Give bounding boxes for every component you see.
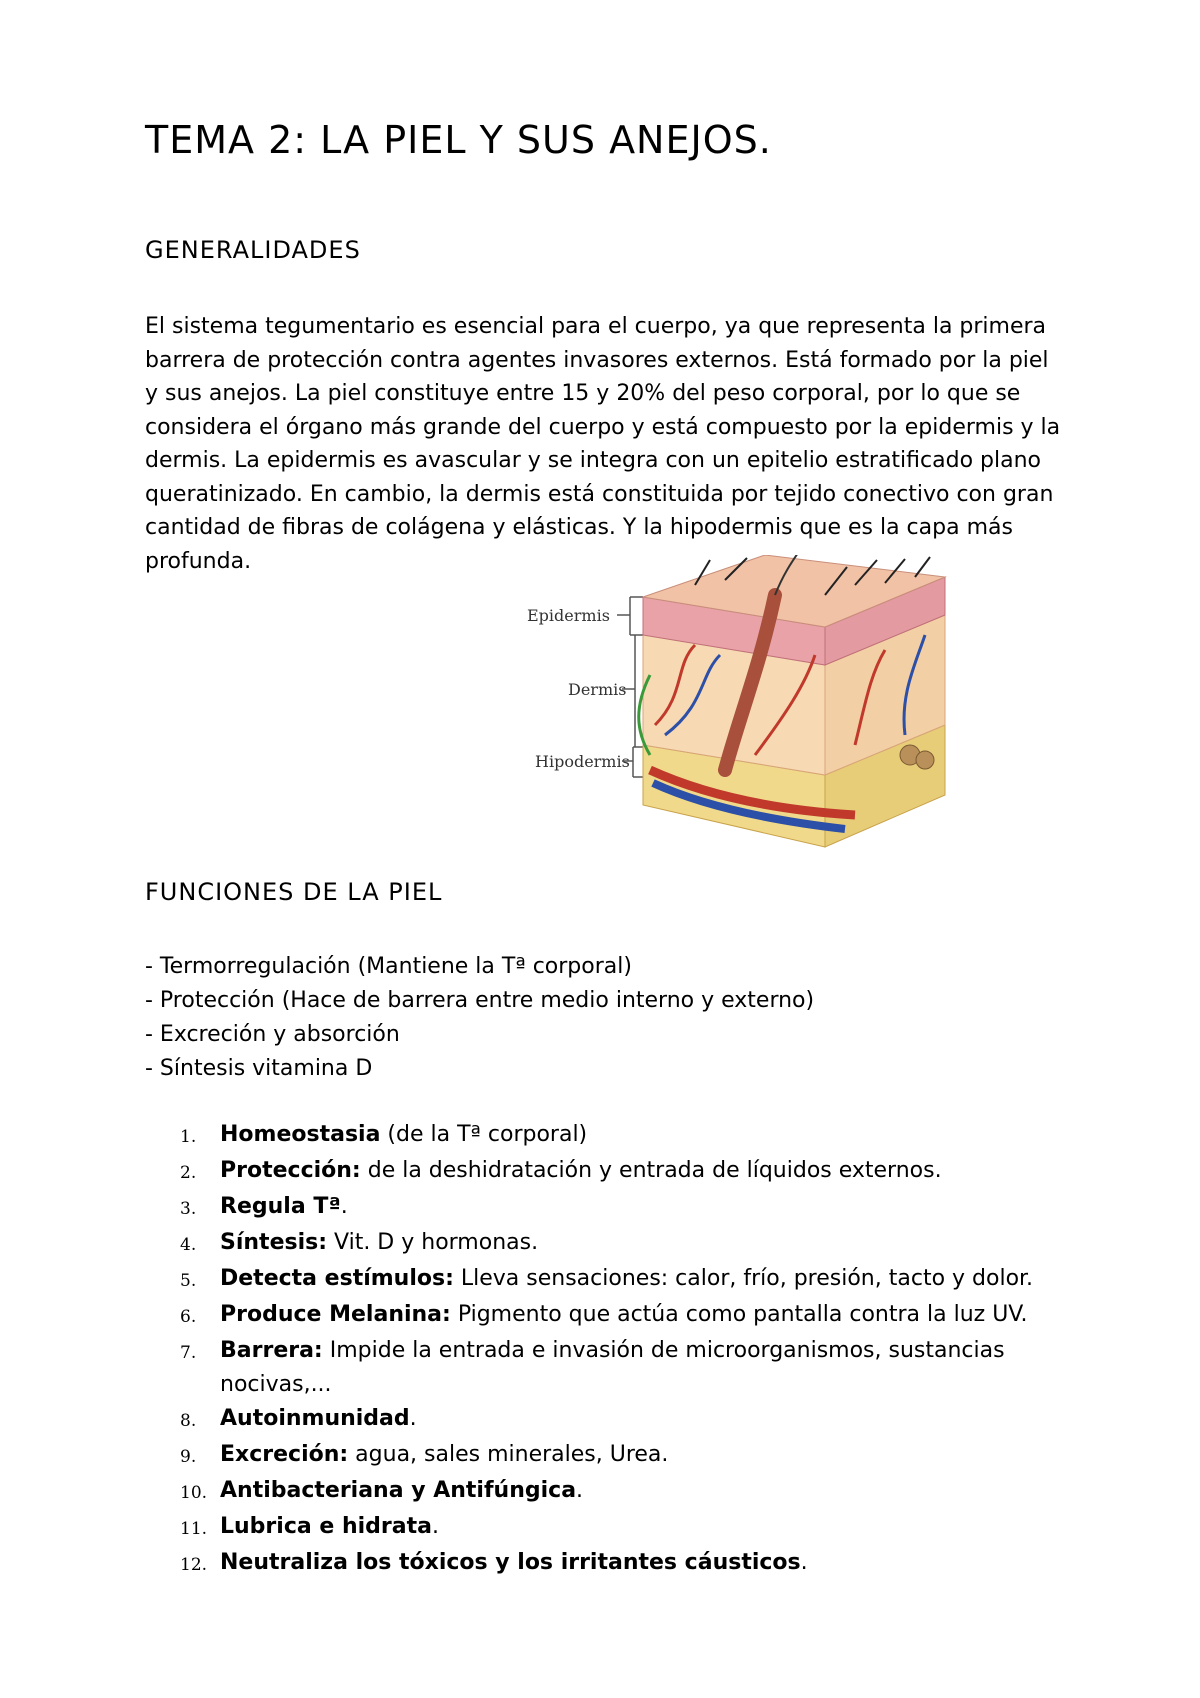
item-text: Vit. D y hormonas. bbox=[327, 1230, 539, 1255]
list-item bbox=[180, 1226, 1040, 1262]
list-item: - Síntesis vitamina D bbox=[145, 1056, 373, 1081]
item-term: Produce Melanina: bbox=[220, 1302, 451, 1327]
item-text: (de la Tª corporal) bbox=[380, 1122, 588, 1147]
item-term: Autoinmunidad bbox=[220, 1406, 410, 1431]
label-dermis: Dermis bbox=[568, 680, 627, 699]
list-item bbox=[180, 1190, 1040, 1226]
list-item bbox=[180, 1402, 1040, 1438]
label-hipodermis: Hipodermis bbox=[535, 752, 630, 771]
functions-dash-list bbox=[145, 950, 814, 1086]
list-item: - Termorregulación (Mantiene la Tª corporal) bbox=[145, 954, 632, 979]
item-text: Impide la entrada e invasión de microorganismos, sustancias nocivas,... bbox=[220, 1338, 1005, 1397]
item-term: Detecta estímulos: bbox=[220, 1266, 454, 1291]
item-text: . bbox=[340, 1194, 348, 1219]
item-number: 7. bbox=[180, 1343, 197, 1363]
item-term: Homeostasia bbox=[220, 1122, 381, 1147]
list-item: - Excreción y absorción bbox=[145, 1022, 400, 1047]
functions-numbered-list bbox=[180, 1118, 1040, 1582]
item-term: Neutraliza los tóxicos y los irritantes cáusticos bbox=[220, 1550, 801, 1575]
item-number: 3. bbox=[180, 1199, 197, 1219]
list-item bbox=[180, 1334, 1040, 1402]
item-text: Lleva sensaciones: calor, frío, presión, tacto y dolor. bbox=[453, 1266, 1034, 1291]
item-text: Pigmento que actúa como pantalla contra la luz UV. bbox=[450, 1302, 1028, 1327]
list-item bbox=[180, 1154, 1040, 1190]
item-number: 2. bbox=[180, 1163, 197, 1183]
item-term: Lubrica e hidrata bbox=[220, 1514, 432, 1539]
item-text: . bbox=[800, 1550, 808, 1575]
item-number: 11. bbox=[180, 1519, 208, 1539]
item-text: de la deshidratación y entrada de líquidos externos. bbox=[360, 1158, 942, 1183]
item-term: Protección: bbox=[220, 1158, 361, 1183]
item-number: 10. bbox=[180, 1483, 208, 1503]
item-number: 8. bbox=[180, 1411, 197, 1431]
item-term: Regula Tª bbox=[220, 1194, 341, 1219]
item-text: agua, sales minerales, Urea. bbox=[348, 1442, 669, 1467]
skin-cross-section-illustration bbox=[525, 555, 1045, 875]
skin-diagram bbox=[525, 555, 1045, 875]
item-number: 4. bbox=[180, 1235, 197, 1255]
item-term: Antibacteriana y Antifúngica bbox=[220, 1478, 577, 1503]
section-heading-funciones: FUNCIONES DE LA PIEL bbox=[145, 878, 443, 906]
item-number: 1. bbox=[180, 1127, 197, 1147]
item-text: . bbox=[431, 1514, 439, 1539]
item-term: Barrera: bbox=[220, 1338, 323, 1363]
item-term: Síntesis: bbox=[220, 1230, 328, 1255]
item-text: . bbox=[409, 1406, 417, 1431]
label-epidermis: Epidermis bbox=[527, 606, 610, 625]
list-item bbox=[180, 1546, 1040, 1582]
item-number: 6. bbox=[180, 1307, 197, 1327]
list-item bbox=[180, 1510, 1040, 1546]
item-number: 12. bbox=[180, 1555, 208, 1575]
item-text: . bbox=[576, 1478, 584, 1503]
item-number: 5. bbox=[180, 1271, 197, 1291]
section-heading-generalidades: GENERALIDADES bbox=[145, 236, 361, 264]
list-item bbox=[180, 1262, 1040, 1298]
item-number: 9. bbox=[180, 1447, 197, 1467]
item-term: Excreción: bbox=[220, 1442, 349, 1467]
list-item bbox=[180, 1298, 1040, 1334]
intro-paragraph: El sistema tegumentario es esencial para el cuerpo, ya que representa la primera barrera de protección contra agentes invasores externos. Está formado por la piel y sus anejos. La piel constituye entre 15 y 20% del peso corporal, por lo que se considera el órgano más grande del cuerpo y está compuesto por la epidermis y la dermis. La epidermis es avascular y se integra con un epitelio estratificado plano queratinizado. En cambio, la dermis está constituida por tejido conectivo con gran cantidad de fibras de colágena y elásticas. Y la hipodermis que es la capa más profunda. bbox=[145, 314, 1061, 574]
list-item bbox=[180, 1474, 1040, 1510]
list-item bbox=[180, 1438, 1040, 1474]
list-item: - Protección (Hace de barrera entre medio interno y externo) bbox=[145, 988, 815, 1013]
page-title: TEMA 2: LA PIEL Y SUS ANEJOS. bbox=[145, 118, 772, 162]
list-item bbox=[180, 1118, 1040, 1154]
